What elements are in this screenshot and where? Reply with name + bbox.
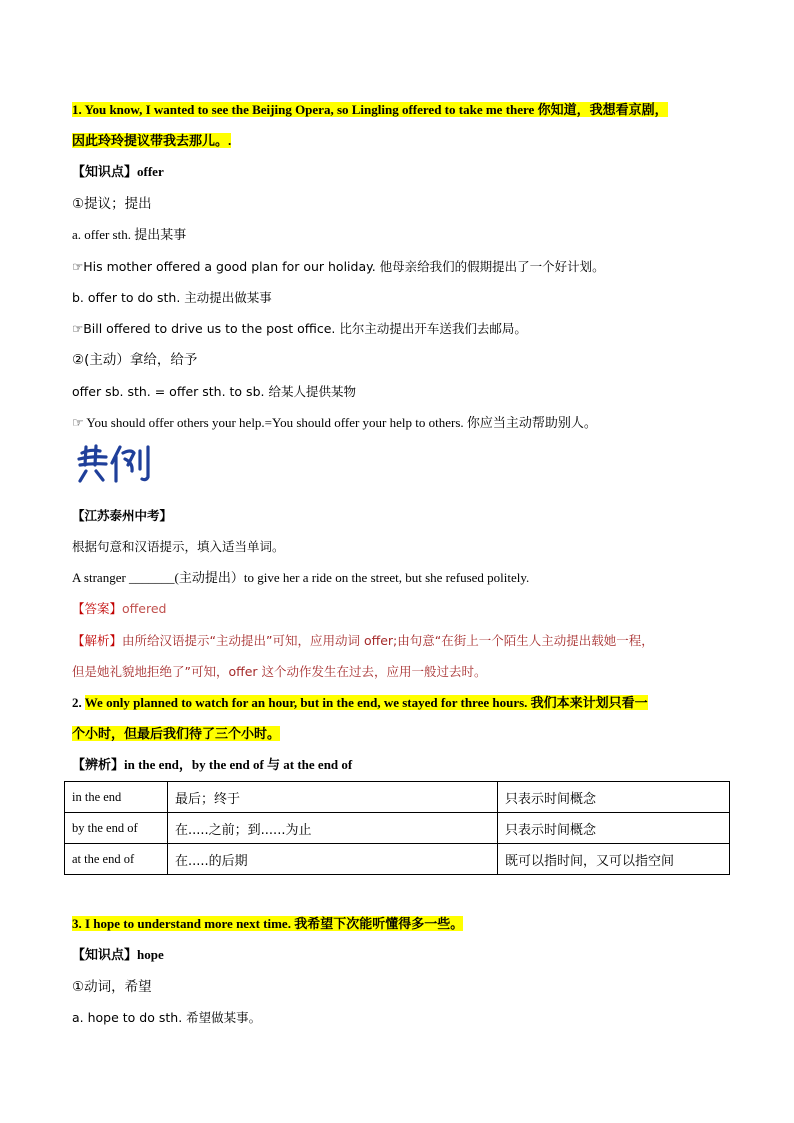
table-row (65, 844, 730, 875)
table-row (65, 813, 730, 844)
example-question: A stranger _______(主动提出）to give her a ride on the street, but she refused politely. (72, 570, 530, 585)
table-cell: in the end (65, 782, 168, 813)
comparison-table (64, 781, 730, 875)
sentence-1-line-2: 因此玲玲提议带我去那儿。. (72, 133, 232, 148)
table-cell: 最后；终于 (168, 782, 498, 813)
knowledge-point-hope: 【知识点】hope (72, 947, 164, 962)
table-cell: at the end of (65, 844, 168, 875)
knowledge-point-heading: 【知识点】offer (72, 164, 164, 179)
hope-definition-1: ①动词，希望 (72, 979, 152, 995)
example-source: 【江苏泰州中考】 (72, 508, 173, 523)
example-sentence-2: ☞Bill offered to drive us to the post office. 比尔主动提出开车送我们去邮局。 (72, 321, 527, 336)
usage-a: a. offer sth. 提出某事 (72, 227, 187, 242)
analysis-line-1: 【解析】由所给汉语提示“主动提出”可知，应用动词 offer;由句意“在街上一个陌生人主动提出载她一程， (72, 633, 654, 648)
sentence-1-chinese: 你知道，我想看京剧， (537, 102, 668, 117)
example-sentence-1: ☞His mother offered a good plan for our holiday. 他母亲给我们的假期提出了一个好计划。 (72, 259, 605, 274)
sentence-1-english: 1. You know, I wanted to see the Beijing Opera, so Lingling offered to take me there (72, 102, 538, 117)
table-cell: 在.....的后期 (168, 844, 498, 875)
definition-1: ①提议；提出 (72, 196, 152, 212)
table-row (65, 782, 730, 813)
hope-usage-a: a. hope to do sth. 希望做某事。 (72, 1010, 262, 1025)
analysis-line-2: 但是她礼貌地拒绝了”可知，offer 这个动作发生在过去，应用一般过去时。 (72, 664, 487, 679)
answer-value: offered (122, 601, 167, 616)
sentence-2-line-2: 个小时，但最后我们待了三个小时。 (72, 726, 281, 741)
table-cell: 既可以指时间，又可以指空间 (498, 844, 730, 875)
typical-example-logo-icon (76, 443, 156, 491)
example-instruction: 根据句意和汉语提示，填入适当单词。 (72, 539, 285, 554)
sentence-3-line-1: 3. I hope to understand more next time. 我希望下次能听懂得多一些。 (72, 916, 464, 931)
usage-b: b. offer to do sth. 主动提出做某事 (72, 290, 272, 305)
comparison-heading: 【辨析】in the end，by the end of 与 at the end of (72, 757, 353, 772)
table-cell: 只表示时间概念 (498, 813, 730, 844)
definition-2: ②(主动）拿给，给予 (72, 352, 198, 368)
table-cell: 在.....之前；到......为止 (168, 813, 498, 844)
example-sentence-3: ☞ You should offer others your help.=You should offer your help to others. 你应当主动帮助别人。 (72, 415, 597, 430)
sentence-2-line-1: 2. We only planned to watch for an hour, but in the end, we stayed for three hours. 我们本来计划只看一 (72, 695, 648, 710)
table-cell: by the end of (65, 813, 168, 844)
table-cell: 只表示时间概念 (498, 782, 730, 813)
answer-line: 【答案】offered (72, 601, 167, 616)
sentence-1-line-1 (72, 100, 668, 120)
usage-pattern: offer sb. sth. = offer sth. to sb. 给某人提供某物 (72, 384, 356, 399)
